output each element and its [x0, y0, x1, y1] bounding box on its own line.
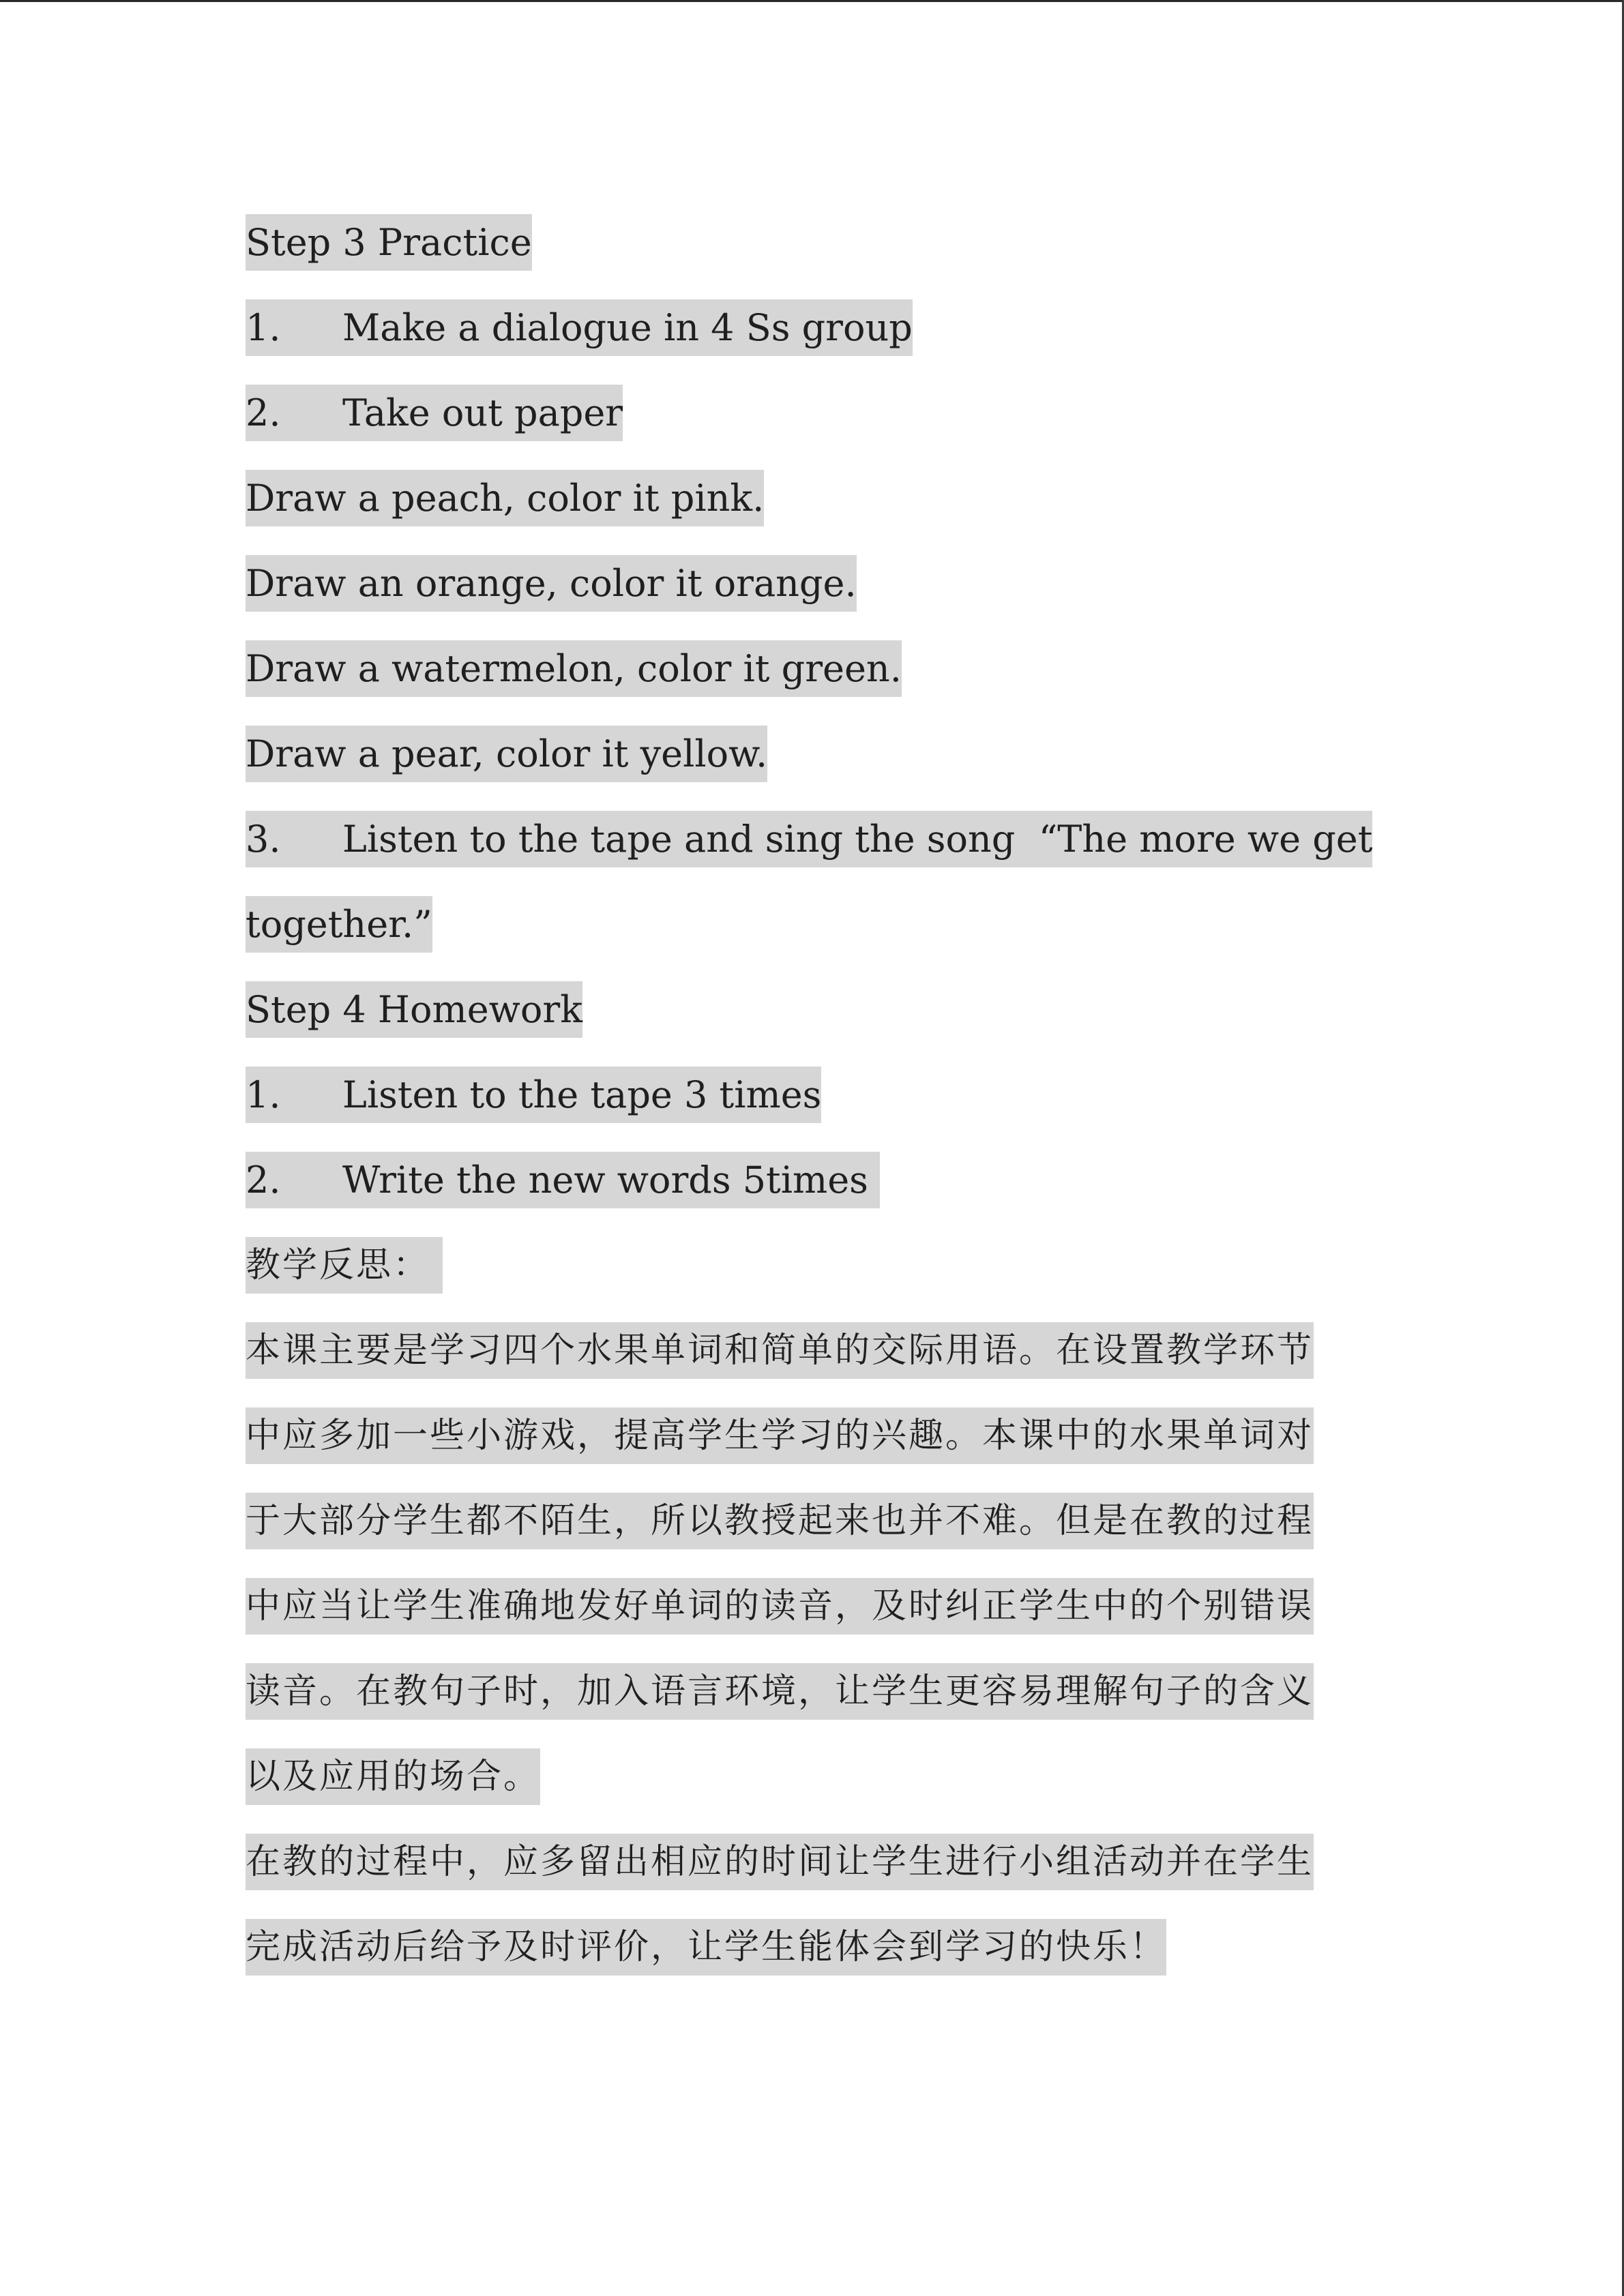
- reflection-text: 在教的过程中，应多留出相应的时间让学生进行小组活动并在学生: [246, 1834, 1314, 1890]
- document-body: [246, 214, 1391, 2004]
- reflection-p1-line: [246, 1493, 1391, 1578]
- homework-heading-line: [246, 981, 1391, 1067]
- reflection-p1-line: [246, 1578, 1391, 1663]
- list-number: 1.: [246, 1073, 281, 1116]
- list-item-text-continuation: together.”: [246, 896, 432, 953]
- draw-instruction: Draw a pear, color it yellow.: [246, 726, 767, 782]
- reflection-text: 中应多加一些小游戏，提高学生学习的兴趣。本课中的水果单词对: [246, 1407, 1314, 1464]
- draw-instruction: Draw a peach, color it pink.: [246, 470, 764, 526]
- list-item-text: Write the new words 5times: [342, 1159, 881, 1202]
- reflection-p2-line: [246, 1919, 1391, 2004]
- practice-heading: Step 3 Practice: [246, 214, 532, 271]
- reflection-text: 以及应用的场合。: [246, 1748, 540, 1805]
- reflection-heading: 教学反思：: [246, 1237, 443, 1294]
- page-top-border: [0, 0, 1624, 2]
- practice-item-2: [246, 385, 1391, 470]
- list-item-text: Make a dialogue in 4 Ss group: [342, 306, 913, 349]
- draw-instruction: Draw an orange, color it orange.: [246, 555, 857, 612]
- homework-item-2: [246, 1152, 1391, 1237]
- reflection-text: 读音。在教句子时，加入语言环境，让学生更容易理解句子的含义: [246, 1663, 1314, 1720]
- reflection-p1-line: [246, 1748, 1391, 1834]
- reflection-text: 本课主要是学习四个水果单词和简单的交际用语。在设置教学环节: [246, 1322, 1314, 1379]
- draw-instruction: Draw a watermelon, color it green.: [246, 640, 902, 697]
- list-number: 1.: [246, 306, 281, 349]
- list-item-text: Take out paper: [342, 391, 623, 434]
- practice-item-1: [246, 299, 1391, 385]
- list-item-text: Listen to the tape 3 times: [342, 1073, 822, 1116]
- reflection-p2-line: [246, 1834, 1391, 1919]
- reflection-heading-line: [246, 1237, 1391, 1322]
- list-item-text: Listen to the tape and sing the song “The more we get: [342, 818, 1373, 861]
- list-number: 3.: [246, 818, 281, 861]
- reflection-text: 中应当让学生准确地发好单词的读音，及时纠正学生中的个别错误: [246, 1578, 1314, 1635]
- reflection-p1-line: [246, 1322, 1391, 1407]
- practice-item-3: [246, 811, 1391, 896]
- list-number: 2.: [246, 1159, 281, 1202]
- draw-line-peach: [246, 470, 1391, 555]
- homework-heading: Step 4 Homework: [246, 981, 582, 1038]
- practice-item-3-continuation: [246, 896, 1391, 981]
- list-number: 2.: [246, 391, 281, 434]
- reflection-p1-line: [246, 1663, 1391, 1748]
- practice-heading-line: [246, 214, 1391, 299]
- draw-line-orange: [246, 555, 1391, 640]
- draw-line-pear: [246, 726, 1391, 811]
- reflection-text: 完成活动后给予及时评价，让学生能体会到学习的快乐！: [246, 1919, 1166, 1976]
- homework-item-1: [246, 1067, 1391, 1152]
- draw-line-watermelon: [246, 640, 1391, 726]
- reflection-p1-line: [246, 1407, 1391, 1493]
- reflection-text: 于大部分学生都不陌生，所以教授起来也并不难。但是在教的过程: [246, 1493, 1314, 1549]
